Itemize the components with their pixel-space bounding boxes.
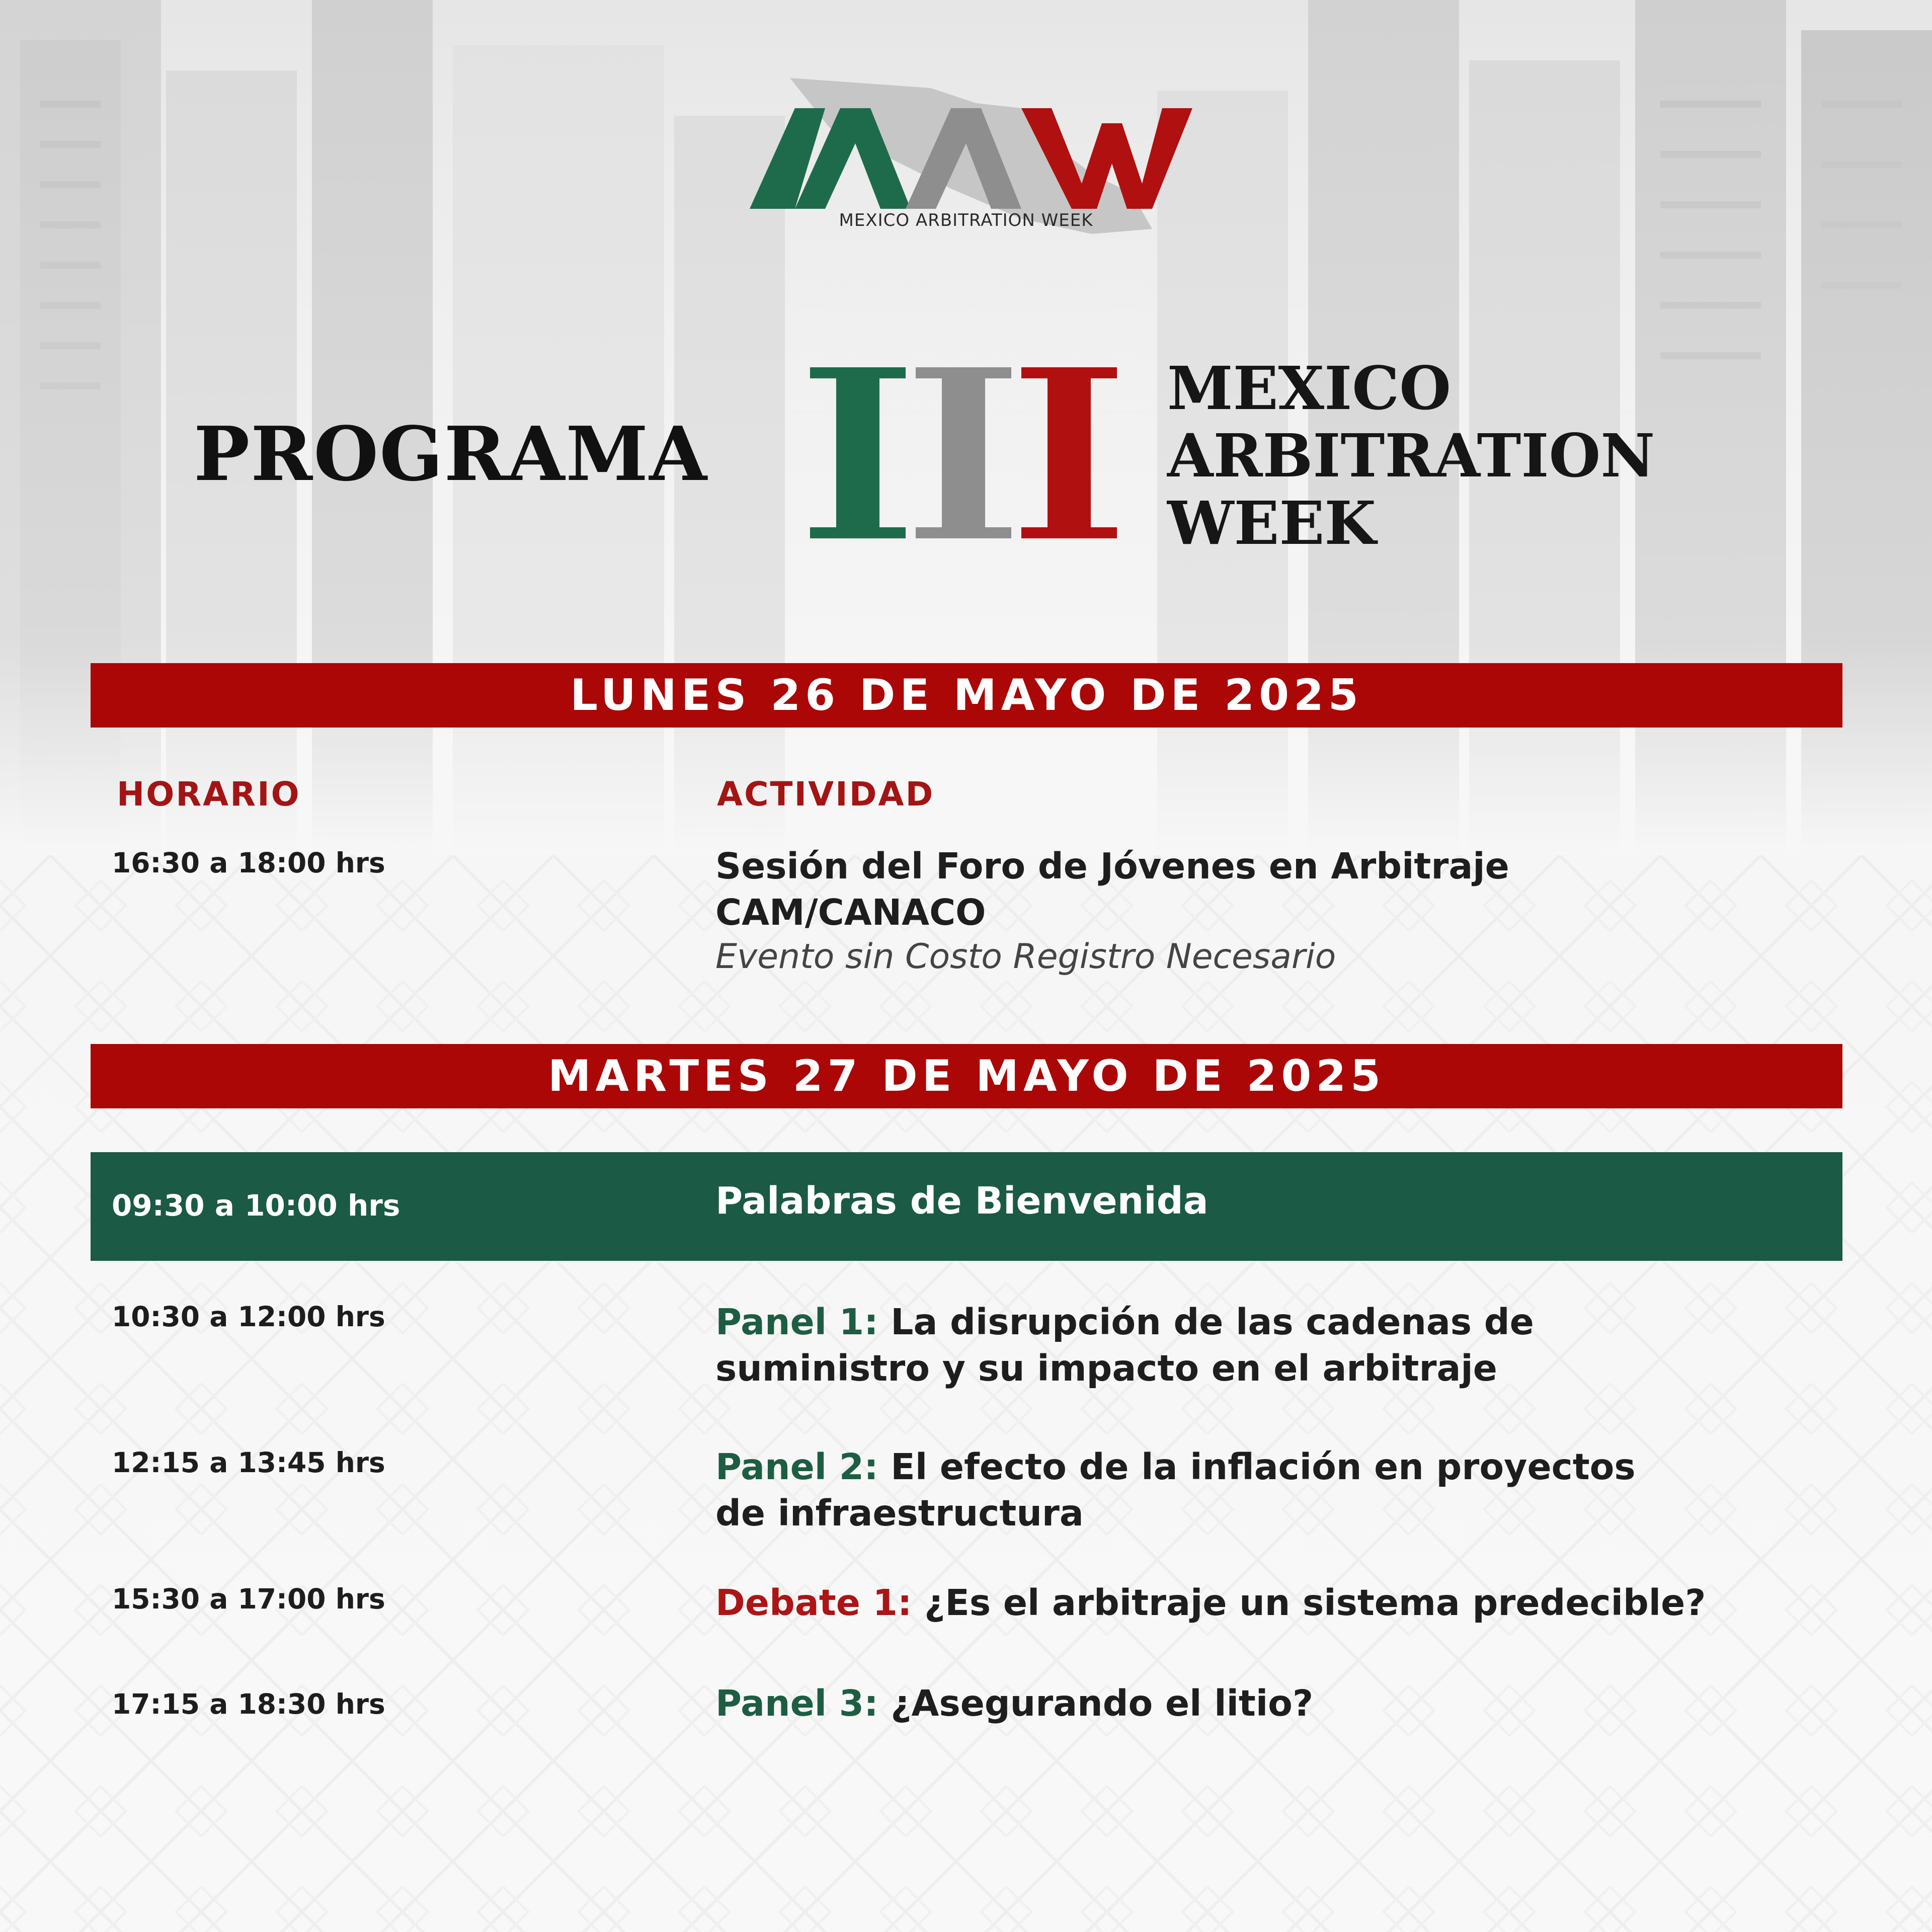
highlight-row [91,1152,1842,1261]
activity-line2: CAM/CANACO [715,892,986,933]
activity-line2: suministro y su impacto en el arbitraje [715,1347,1497,1389]
activity-line1: La disrupción de las cadenas de [878,1301,1534,1343]
schedule-time: 15:30 a 17:00 hrs [112,1583,385,1615]
schedule-activity [715,1680,1313,1727]
programa-title: PROGRAMA [194,410,708,498]
activity-label: Debate 1: [715,1582,912,1624]
activity-line1: Sesión del Foro de Jóvenes en Arbitraje [715,845,1509,887]
activity-label: Panel 1: [715,1301,878,1343]
event-title [1167,355,1655,557]
schedule-time: 17:15 a 18:30 hrs [112,1688,385,1720]
schedule-activity [715,1299,1534,1392]
activity-line1: ¿Asegurando el litio? [878,1682,1314,1724]
event-title-line1: MEXICO [1167,353,1452,423]
logo-caption: MEXICO ARBITRATION WEEK [839,210,1093,230]
schedule-time: 12:15 a 13:45 hrs [112,1446,385,1479]
activity-line1: ¿Es el arbitraje un sistema predecible? [912,1582,1706,1624]
schedule-activity [715,843,1509,936]
activity-note: Evento sin Costo Registro Necesario [715,937,1336,977]
activity-label: Panel 2: [715,1446,878,1488]
event-title-line2: ARBITRATION [1167,421,1655,491]
roman-numeral-iii [800,362,1127,543]
highlight-time: 09:30 a 10:00 hrs [112,1188,400,1223]
schedule-time: 10:30 a 12:00 hrs [112,1301,385,1333]
schedule-time: 16:30 a 18:00 hrs [112,847,385,879]
day-banner-tuesday: MARTES 27 DE MAYO DE 2025 [91,1044,1842,1108]
highlight-activity: Palabras de Bienvenida [715,1179,1209,1223]
zigzag-pattern [0,855,1932,1932]
activity-line1: El efecto de la inflación en proyectos [878,1446,1636,1488]
maw-logo [740,68,1192,259]
activity-label: Panel 3: [715,1682,878,1724]
schedule-activity [715,1580,1706,1626]
activity-line2: de infraestructura [715,1492,1084,1534]
schedule-activity [715,1444,1636,1537]
day-banner-monday: LUNES 26 DE MAYO DE 2025 [91,663,1842,728]
column-header-activity: ACTIVIDAD [717,775,935,814]
column-header-time: HORARIO [117,775,301,814]
event-title-line3: WEEK [1167,488,1376,558]
